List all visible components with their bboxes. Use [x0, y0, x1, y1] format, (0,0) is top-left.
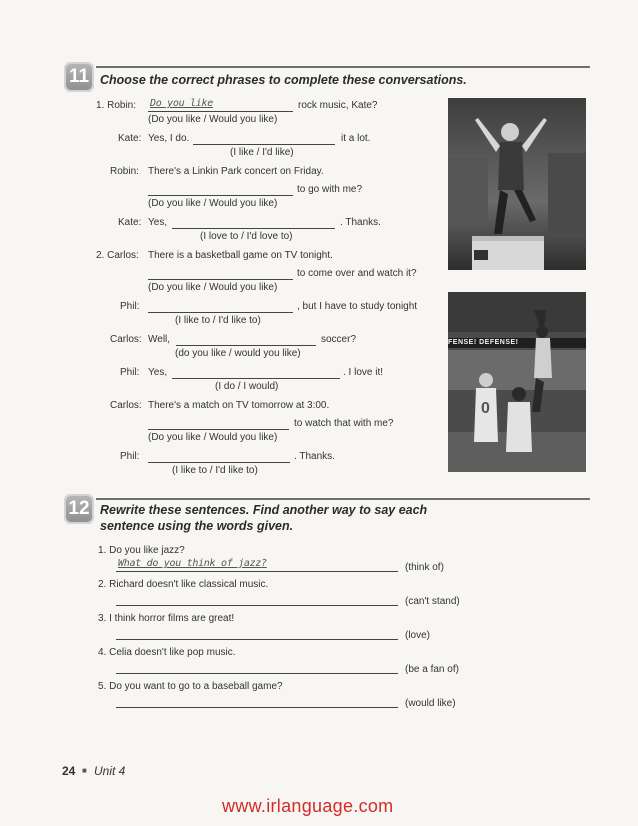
rewrite-prompt-3: 3. I think horror films are great! [98, 613, 235, 624]
hint-9: (Do you like / Would you like) [148, 432, 278, 443]
answer-blank-3[interactable] [148, 184, 293, 196]
rewrite-prompt-2: 2. Richard doesn't like classical music. [98, 579, 269, 590]
hint-10: (I like to / I'd like to) [172, 465, 258, 476]
footer-separator: ■ [82, 766, 87, 775]
answer-text-1: Do you like [150, 98, 213, 109]
speaker-carlos-3: Carlos: [110, 400, 142, 411]
line-5-head: Yes, [148, 217, 168, 228]
rewrite-cue-1: (think of) [405, 562, 444, 573]
line-8-tail: , but I have to study tonight [297, 301, 418, 312]
exercise-11-title: Choose the correct phrases to complete these conversations. [100, 73, 467, 87]
speaker-robin-2: Robin: [110, 166, 139, 177]
speaker-robin-1: 1. Robin: [96, 100, 137, 111]
rewrite-answer-1: What do you think of jazz? [118, 558, 267, 569]
line-4-tail: to go with me? [297, 184, 363, 195]
speaker-carlos-1: 2. Carlos: [96, 250, 139, 261]
rock-singer-image [448, 98, 586, 270]
rewrite-cue-4: (be a fan of) [405, 664, 459, 675]
speaker-phil-2: Phil: [120, 367, 140, 378]
line-1-tail: rock music, Kate? [298, 100, 378, 111]
answer-blank-2[interactable] [193, 133, 335, 145]
exercise-12-title-line-2: sentence using the words given. [100, 519, 294, 533]
rewrite-prompt-5: 5. Do you want to go to a baseball game? [98, 681, 283, 692]
jersey-number: 0 [481, 400, 490, 417]
line-5-tail: . Thanks. [340, 217, 381, 228]
line-10-head: Yes, [148, 367, 168, 378]
basketball-image [448, 292, 586, 472]
exercise-11-badge: 11 [64, 62, 94, 92]
hint-1: (Do you like / Would you like) [148, 114, 278, 125]
rewrite-cue-2: (can't stand) [405, 596, 460, 607]
answer-blank-5[interactable] [148, 268, 293, 280]
speaker-kate-1: Kate: [118, 133, 142, 144]
hint-6: (I like to / I'd like to) [175, 315, 261, 326]
line-11-text: There's a match on TV tomorrow at 3:00. [148, 400, 330, 411]
hint-8: (I do / I would) [215, 381, 279, 392]
rewrite-cue-5: (would like) [405, 698, 456, 709]
hint-5: (Do you like / Would you like) [148, 282, 278, 293]
rewrite-blank-4[interactable] [116, 662, 398, 674]
rewrite-blank-2[interactable] [116, 594, 398, 606]
answer-blank-10[interactable] [148, 451, 290, 463]
rewrite-blank-3[interactable] [116, 628, 398, 640]
rewrite-cue-3: (love) [405, 630, 431, 641]
speaker-kate-2: Kate: [118, 217, 142, 228]
answer-blank-6[interactable] [148, 301, 293, 313]
line-9-tail: soccer? [321, 334, 357, 345]
line-3-text: There's a Linkin Park concert on Friday. [148, 166, 324, 177]
answer-blank-7[interactable] [176, 334, 316, 346]
answer-blank-8[interactable] [172, 367, 340, 379]
hint-2: (I like / I'd like) [230, 147, 294, 158]
line-9-head: Well, [148, 334, 171, 345]
unit-label: Unit 4 [94, 764, 126, 778]
watermark-url[interactable]: www.irlanguage.com [222, 796, 394, 816]
line-10-tail: . I love it! [343, 367, 384, 378]
rewrite-prompt-4: 4. Celia doesn't like pop music. [98, 647, 236, 658]
rewrite-blank-5[interactable] [116, 696, 398, 708]
line-2-tail: it a lot. [341, 133, 371, 144]
answer-blank-9[interactable] [148, 418, 289, 430]
rewrite-prompt-1: 1. Do you like jazz? [98, 545, 185, 556]
hint-4: (I love to / I'd love to) [200, 231, 293, 242]
defense-banner: FENSE! DEFENSE! [448, 339, 519, 346]
line-2-head: Yes, I do. [148, 133, 190, 144]
hint-3: (Do you like / Would you like) [148, 198, 278, 209]
line-7-tail: to come over and watch it? [297, 268, 417, 279]
line-6-text: There is a basketball game on TV tonight. [148, 250, 333, 261]
speaker-carlos-2: Carlos: [110, 334, 142, 345]
exercise-12-title-line-1: Rewrite these sentences. Find another way to say each [100, 503, 428, 517]
page-number: 24 [62, 764, 76, 778]
line-13-tail: . Thanks. [294, 451, 335, 462]
basketball-photo [448, 292, 586, 472]
exercise-12-badge: 12 [64, 494, 94, 524]
exercise-12-rule [96, 498, 590, 500]
speaker-phil-1: Phil: [120, 301, 140, 312]
rock-concert-photo [448, 98, 586, 270]
line-12-tail: to watch that with me? [294, 418, 394, 429]
answer-blank-4[interactable] [172, 217, 335, 229]
exercise-11-rule [96, 66, 590, 68]
speaker-phil-3: Phil: [120, 451, 140, 462]
hint-7: (do you like / would you like) [175, 348, 301, 359]
